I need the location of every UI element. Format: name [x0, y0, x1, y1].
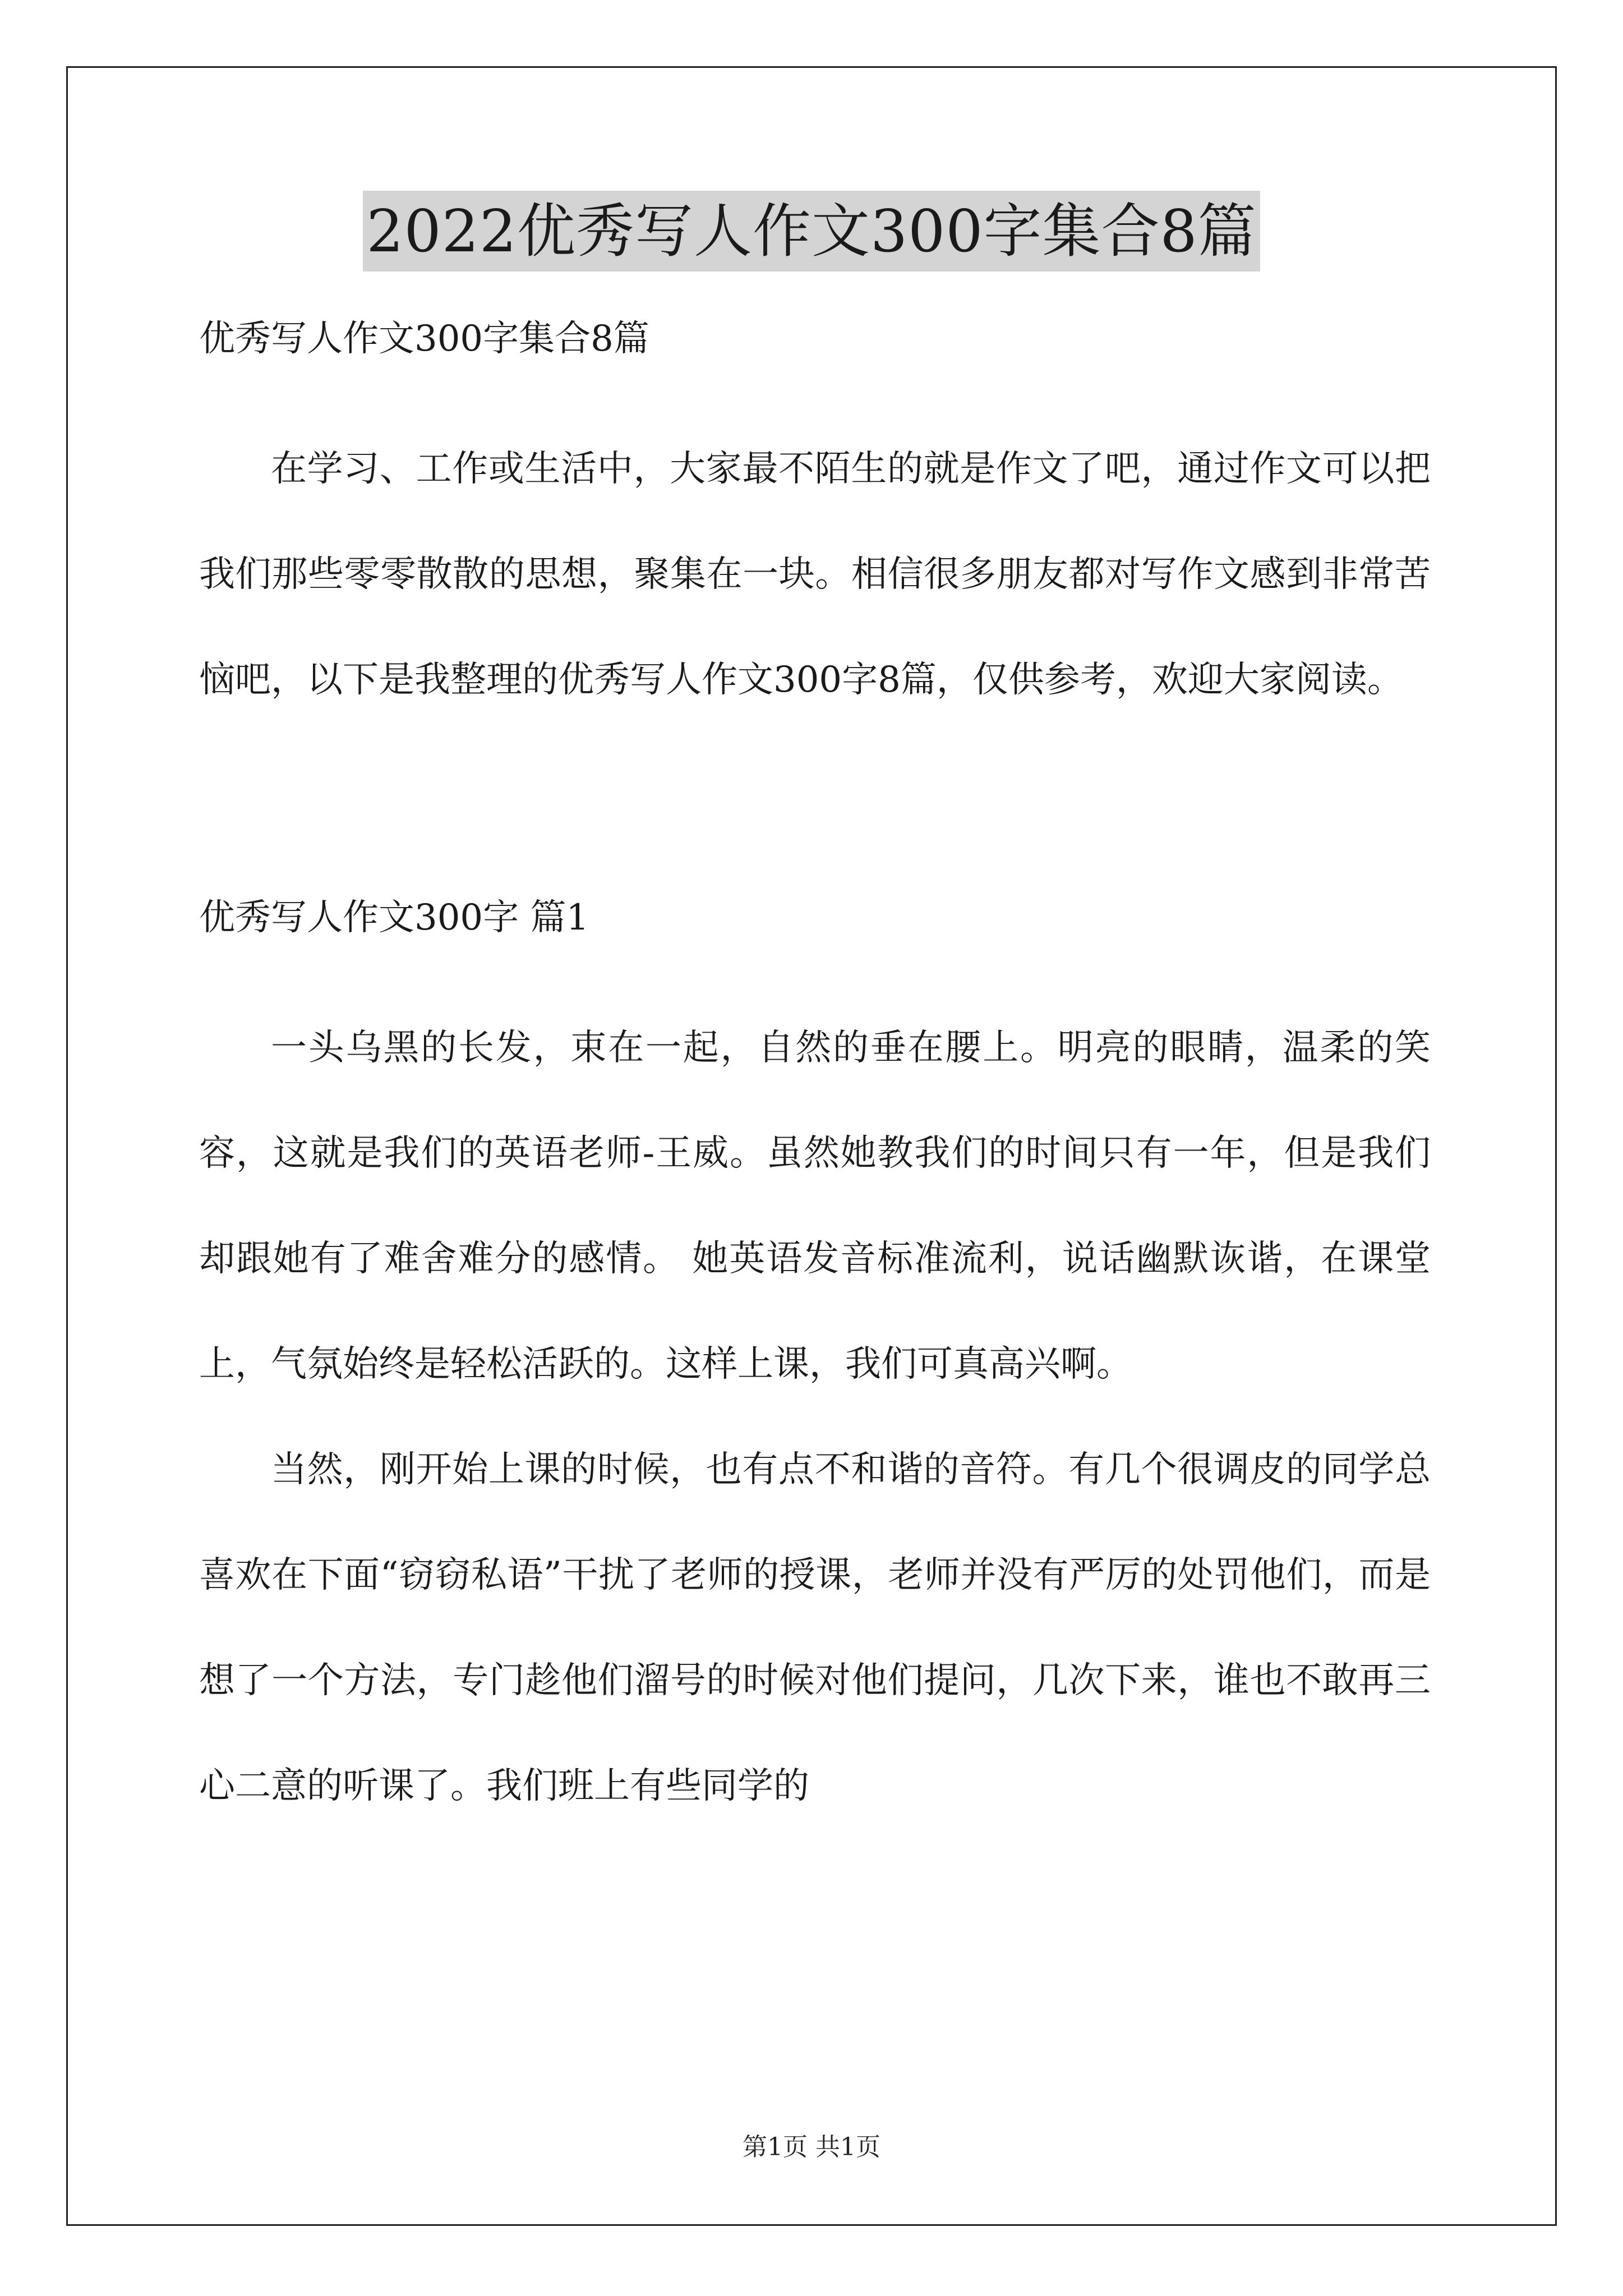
document-body [199, 312, 1431, 1839]
body-paragraph-2: 当然，刚开始上课的时候，也有点不和谐的音符。有几个很调皮的同学总喜欢在下面“窃窃私语”干扰了老师的授课，老师并没有严厉的处罚他们，而是想了一个方法，专门趁他们溜号的时候对他们提问，几次下来，谁也不敢再三心二意的听课了。我们班上有些同学的 [199, 1449, 1431, 1807]
body-paragraph-1: 一头乌黑的长发，束在一起，自然的垂在腰上。明亮的眼睛，温柔的笑容，这就是我们的英语老师-王威。虽然她教我们的时间只有一年，但是我们却跟她有了难舍难分的感情。 她英语发音标准流利，说话幽默诙谐，在课堂上，气氛始终是轻松活跃的。这样上课，我们可真高兴啊。 [199, 1027, 1431, 1385]
document-title-text: 2022优秀写人作文300字集合8篇 [363, 191, 1260, 272]
intro-paragraph: 在学习、工作或生活中，大家最不陌生的就是作文了吧，通过作文可以把我们那些零零散散的思想，聚集在一块。相信很多朋友都对写作文感到非常苦恼吧，以下是我整理的优秀写人作文300字8篇，仅供参考，欢迎大家阅读。 [199, 448, 1431, 701]
document-subtitle: 优秀写人作文300字集合8篇 [199, 318, 649, 360]
page-footer: 第1页 共1页 [743, 2133, 880, 2161]
document-title [0, 191, 1623, 272]
section-heading: 优秀写人作文300字 篇1 [199, 897, 589, 938]
